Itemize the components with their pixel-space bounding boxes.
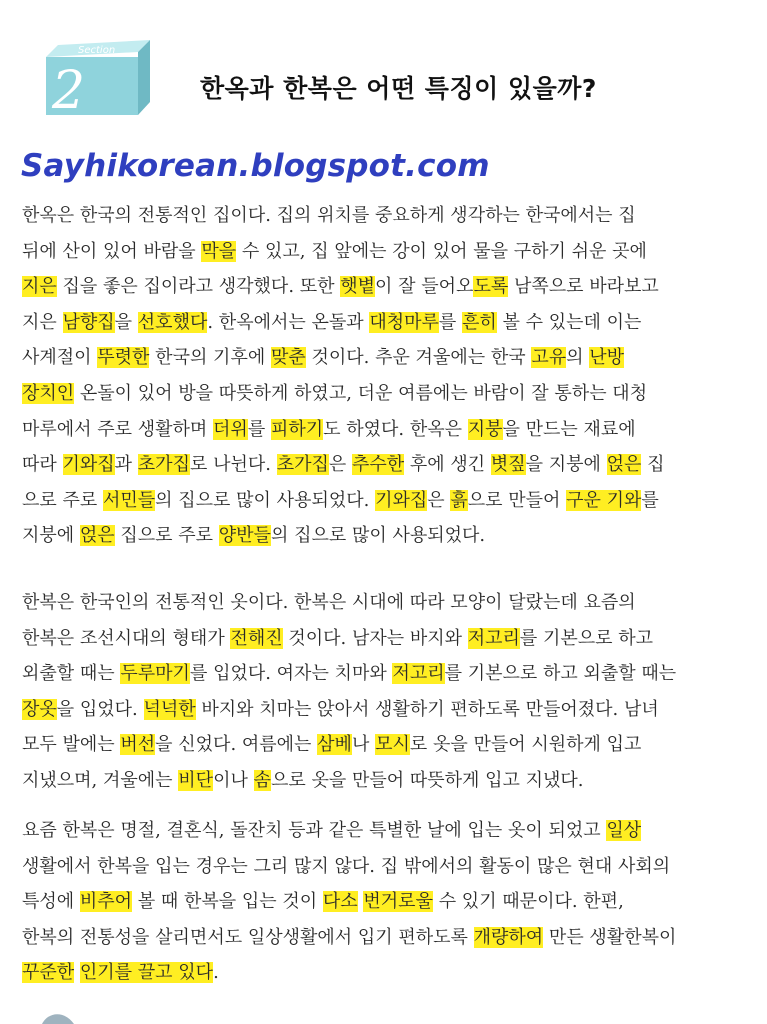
text-line — [22, 955, 752, 991]
section-label: Section — [78, 45, 116, 56]
text-segment: 한복의 전통성을 살리면서도 일상생활에서 입기 편하도록 — [22, 926, 474, 948]
highlighted-word: 모시 — [375, 734, 410, 756]
text-line — [22, 849, 752, 885]
text-segment: 생활에서 한복을 입는 경우는 그리 많지 않다. 집 밖에서의 활동이 많은 현대 사회의 — [22, 855, 671, 877]
text-segment: 은 — [328, 454, 352, 476]
text-segment: 으로 주로 — [22, 489, 103, 511]
highlighted-word: 버선 — [120, 734, 156, 756]
highlighted-word: 전해진 — [230, 627, 283, 649]
text-segment: 도 하였다. 한옥은 — [323, 418, 468, 440]
text-line — [22, 884, 752, 920]
text-segment: 한복은 한국인의 전통적인 옷이다. 한복은 시대에 따라 모양이 달랐는데 요즘의 — [22, 592, 636, 613]
highlighted-word: 개량하여 — [473, 926, 544, 948]
highlighted-word: 맞춘 — [270, 347, 306, 369]
text-segment: 사계절이 — [22, 347, 98, 369]
text-line — [22, 305, 752, 341]
text-segment: 수 있고, 집 앞에는 강이 있어 물을 구하기 쉬운 곳에 — [236, 240, 647, 262]
text-segment: 후에 생긴 — [404, 454, 491, 476]
text-line — [22, 813, 752, 849]
highlighted-word: 얹은 — [79, 525, 115, 547]
text-segment: 바지와 치마는 앉아서 생활하기 편하도록 만들어졌다. 남녀 — [195, 698, 659, 720]
highlighted-word: 고유 — [531, 347, 567, 369]
highlighted-word: 양반들 — [218, 525, 271, 547]
highlighted-word: 저고리 — [392, 663, 445, 685]
text-segment: 남쪽으로 바라보고 — [508, 276, 659, 298]
highlighted-word: 장치인 — [22, 382, 75, 404]
text-segment: 를 — [247, 418, 271, 440]
highlighted-word: 저고리 — [467, 627, 520, 649]
highlighted-word: 대청마루 — [369, 311, 439, 333]
text-segment: 집으로 주로 — [114, 525, 219, 547]
blog-watermark: Sayhikorean.blogspot.com — [21, 148, 490, 184]
text-line — [22, 234, 752, 270]
section-badge-icon — [38, 40, 158, 120]
section-number: 2 — [52, 61, 86, 120]
text-segment: 집 — [641, 454, 665, 476]
text-segment: 로 옷을 만들어 시원하게 입고 — [409, 734, 642, 756]
highlighted-word: 솜 — [253, 769, 271, 791]
paragraph-hanok — [22, 198, 752, 554]
text-segment: 한옥은 한국의 전통적인 집이다. 집의 위치를 중요하게 생각하는 한국에서는 집 — [22, 205, 636, 226]
text-line — [22, 763, 752, 799]
text-segment: 만든 생활한복이 — [543, 926, 677, 948]
text-line — [22, 692, 752, 728]
text-segment: 를 — [438, 311, 463, 333]
highlighted-word: 기와집 — [62, 454, 115, 476]
text-segment: 볼 수 있는데 이는 — [496, 311, 642, 333]
text-line — [22, 920, 752, 956]
text-segment: 한복은 조선시대의 형태가 — [22, 627, 231, 649]
text-segment: 의 집으로 많이 사용되었다. — [270, 525, 486, 547]
highlighted-word: 추수한 — [351, 454, 405, 476]
text-segment: 과 — [114, 454, 138, 476]
text-segment: 뒤에 산이 있어 바람을 — [22, 240, 202, 262]
text-segment: 한국의 기후에 — [149, 347, 271, 369]
text-segment: 외출할 때는 — [22, 663, 121, 685]
text-segment: 이나 — [213, 769, 254, 791]
text-segment: 것이다. 추운 겨울에는 한국 — [305, 347, 532, 369]
text-line — [22, 518, 752, 554]
section-header — [38, 30, 738, 125]
highlighted-word: 기와집 — [375, 489, 428, 511]
text-segment: 으로 옷을 만들어 따뜻하게 입고 지냈다. — [270, 769, 584, 791]
text-line — [22, 376, 752, 412]
highlighted-word: 인기를 끌고 있다 — [79, 962, 214, 984]
text-segment: 를 기본으로 하고 외출할 때는 — [444, 663, 677, 685]
text-segment: 요즘 한복은 명절, 결혼식, 돌잔치 등과 같은 특별한 날에 입는 옷이 되었고 — [22, 820, 607, 841]
text-segment: 을 — [114, 311, 138, 333]
text-segment: 을 지붕에 — [525, 454, 607, 476]
text-line — [22, 412, 752, 448]
text-segment: 으로 만들어 — [467, 489, 567, 511]
paragraph-hanbok — [22, 585, 752, 799]
text-segment: 지냈으며, 겨울에는 — [22, 769, 179, 791]
highlighted-word: 일상 — [606, 820, 642, 841]
highlighted-word: 번거로울 — [363, 891, 433, 913]
text-segment: 이 잘 들어오 — [375, 276, 474, 298]
highlighted-word: 선호했다 — [137, 311, 208, 333]
highlighted-word: 난방 — [589, 347, 625, 369]
highlighted-word: 초가집 — [137, 454, 190, 476]
highlighted-word: 흔히 — [462, 311, 497, 333]
text-segment: 의 집으로 많이 사용되었다. — [155, 489, 376, 511]
decorative-shape — [38, 1010, 78, 1024]
text-line — [22, 585, 752, 621]
highlighted-word: 볏짚 — [490, 454, 526, 476]
highlighted-word: 서민들 — [103, 489, 156, 511]
text-segment: 를 입었다. 여자는 치마와 — [189, 663, 393, 685]
paragraph-modern-hanbok — [22, 813, 752, 991]
highlighted-word: 얹은 — [606, 454, 642, 476]
text-segment: 을 만드는 재료에 — [502, 418, 636, 440]
text-line — [22, 483, 752, 519]
text-segment: . — [213, 962, 219, 984]
text-line — [22, 340, 752, 376]
highlighted-word: 햇볕 — [340, 276, 376, 298]
highlighted-word: 두루마기 — [120, 663, 190, 685]
text-segment: 특성에 — [22, 891, 80, 913]
text-line — [22, 621, 752, 657]
text-line — [22, 269, 752, 305]
text-segment: 를 기본으로 하고 — [519, 627, 654, 649]
highlighted-word: 삼베 — [317, 734, 352, 756]
highlighted-word: 꾸준한 — [22, 962, 75, 984]
text-segment: 온돌이 있어 방을 따뜻하게 하였고, 더운 여름에는 바람이 잘 통하는 대청 — [74, 382, 648, 404]
text-segment: 지붕에 — [22, 525, 80, 547]
highlighted-word: 흙 — [450, 489, 468, 511]
text-segment: 것이다. 남자는 바지와 — [282, 627, 468, 649]
text-segment: 볼 때 한복을 입는 것이 — [132, 891, 323, 913]
text-segment: 모두 발에는 — [22, 734, 121, 756]
highlighted-word: 구운 기와 — [566, 489, 642, 511]
text-segment: 따라 — [22, 454, 63, 476]
page-title: 한옥과 한복은 어떤 특징이 있을까? — [200, 74, 597, 103]
text-segment: 나 — [351, 734, 376, 756]
text-segment: 은 — [427, 489, 451, 511]
highlighted-word: 비단 — [178, 769, 214, 791]
highlighted-word: 넉넉한 — [143, 698, 196, 720]
text-segment: 을 신었다. 여름에는 — [155, 734, 318, 756]
highlighted-word: 지붕 — [467, 418, 503, 440]
text-segment: 지은 — [22, 311, 63, 333]
highlighted-word: 더위 — [213, 418, 248, 440]
highlighted-word: 뚜렷한 — [97, 347, 150, 369]
text-line — [22, 198, 752, 234]
highlighted-word: 막을 — [201, 240, 237, 262]
highlighted-word: 남향집 — [62, 311, 115, 333]
highlighted-word: 지은 — [22, 276, 57, 298]
highlighted-word: 다소 — [322, 891, 358, 913]
text-segment: 수 있기 때문이다. 한편, — [432, 891, 624, 913]
highlighted-word: 피하기 — [270, 418, 324, 440]
text-segment: 를 — [641, 489, 659, 511]
text-line — [22, 656, 752, 692]
text-segment: . 한옥에서는 온돌과 — [207, 311, 370, 333]
text-line — [22, 447, 752, 483]
text-segment: 마루에서 주로 생활하며 — [22, 418, 214, 440]
text-segment: 로 나뉜다. — [189, 454, 277, 476]
highlighted-word: 비추어 — [79, 891, 133, 913]
text-segment: 집을 좋은 집이라고 생각했다. 또한 — [56, 276, 341, 298]
text-segment: 의 — [566, 347, 590, 369]
highlighted-word: 초가집 — [276, 454, 329, 476]
text-line — [22, 727, 752, 763]
highlighted-word: 장옷 — [22, 698, 57, 720]
highlighted-word: 도록 — [473, 276, 509, 298]
text-segment: 을 입었다. — [56, 698, 144, 720]
